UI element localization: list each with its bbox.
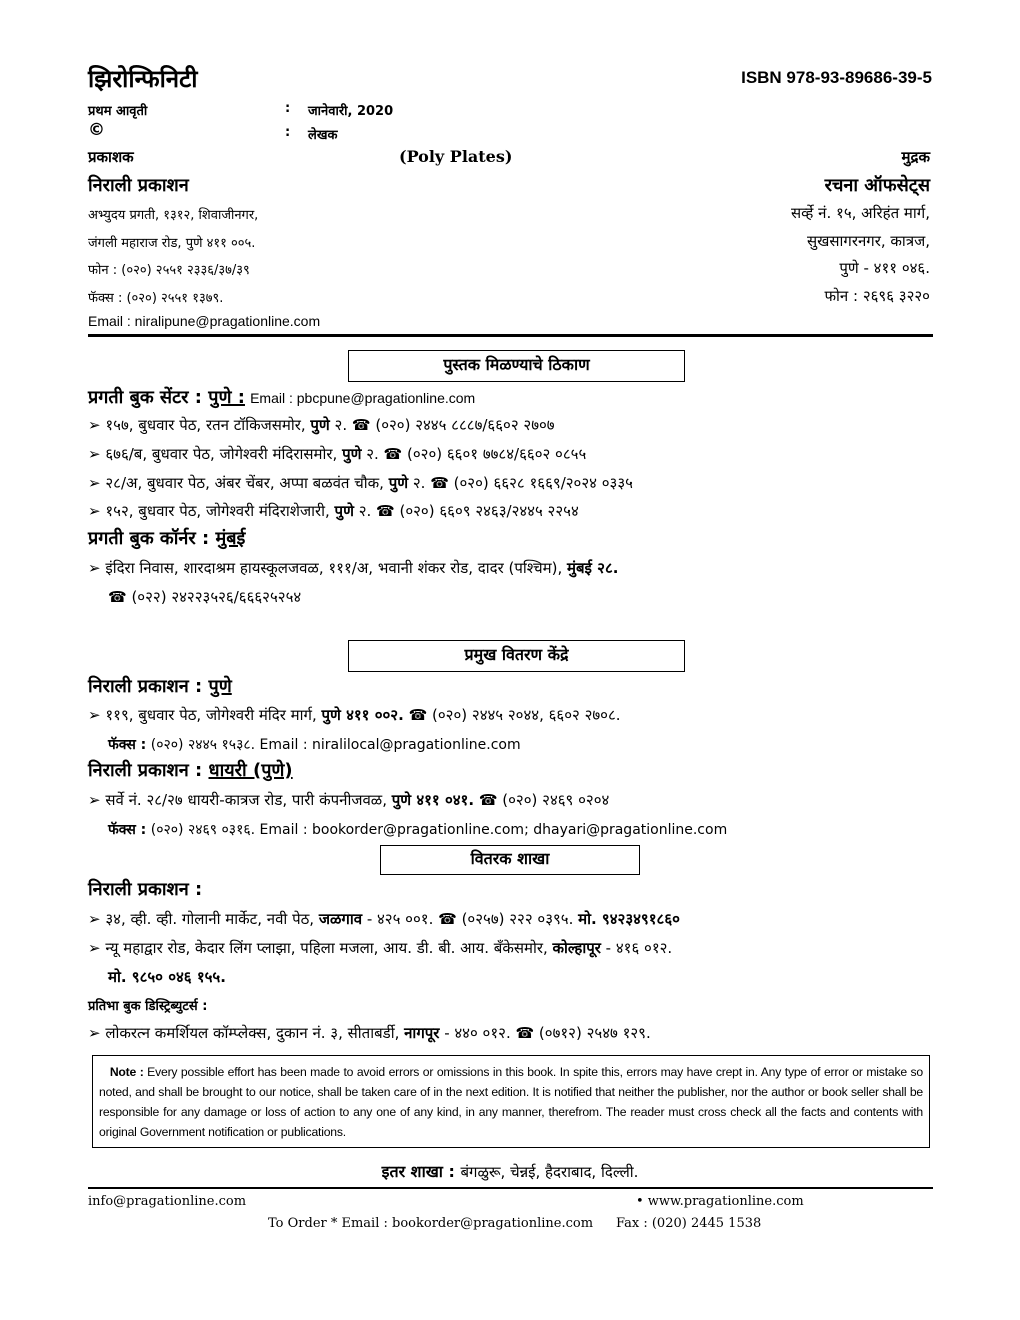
printer-name: रचना ऑफसेट्स: [824, 175, 930, 196]
list-item: ➢ सर्वे नं. २८/२७ धायरी-कात्रज रोड, पारी कंपनीजवळ, पुणे ४११ ०४१. ☎ (०२०) २४६९ ०२०४: [88, 791, 610, 809]
list-item: ➢ ६७६/ब, बुधवार पेठ, जोगेश्वरी मंदिरासमोर, पुणे २. ☎ (०२०) ६६०१ ७७८४/६६०२ ०८५५: [88, 445, 587, 463]
book-center-label: प्रगती बुक सेंटर :: [88, 387, 209, 408]
printer-address-3: पुणे - ४११ ०४६.: [839, 259, 930, 277]
list-item: ➢ लोकरत्न कमर्शियल कॉम्प्लेक्स, दुकान नं. ३, सीताबर्डी, नागपूर - ४४० ०१२. ☎ (०७१२) २५४७ १२९.: [88, 1024, 651, 1042]
footer-order-email[interactable]: To Order * Email : bookorder@pragationline.com: [268, 1216, 594, 1231]
publisher-phone: फोन : (०२०) २५५१ २३३६/३७/३९: [88, 263, 250, 278]
pune-heading: निराली प्रकाशन : पुणे: [88, 676, 232, 697]
list-item: ➢ न्यू महाद्वार रोड, केदार लिंग प्लाझा, पहिला मजला, आय. डी. बी. आय. बँकेसमोर, कोल्हापूर - ४१६ ०१२.: [88, 939, 673, 957]
book-title: झिरोन्फिनिटी: [88, 65, 198, 93]
list-item: ➢ १५७, बुधवार पेठ, रतन टॉकिजसमोर, पुणे २. ☎ (०२०) २४४५ ८८८७/६६०२ २७०७: [88, 416, 555, 434]
list-item: ➢ ११९, बुधवार पेठ, जोगेश्वरी मंदिर मार्ग, पुणे ४११ ००२. ☎ (०२०) २४४५ २०४४, ६६०२ २७०८.: [88, 706, 621, 724]
book-center-city: पुणे :: [208, 387, 245, 408]
footer-email[interactable]: info@pragationline.com: [88, 1194, 247, 1209]
divider: [88, 334, 933, 337]
section-box-distributor-branches: वितरक शाखा: [380, 845, 640, 875]
publisher-label: प्रकाशक: [88, 148, 134, 166]
nirali-heading: निराली प्रकाशन :: [88, 879, 203, 900]
list-item: ➢ २८/अ, बुधवार पेठ, अंबर चेंबर, अप्पा बळवंत चौक, पुणे २. ☎ (०२०) ६६२८ १६६९/२०२४ ०३३५: [88, 474, 633, 492]
footer-fax: Fax : (020) 2445 1538: [616, 1216, 762, 1231]
divider: [88, 1187, 933, 1189]
book-center-email: Email : pbcpune@pragationline.com: [250, 390, 476, 406]
publisher-email: Email : niralipune@pragationline.com: [88, 313, 321, 329]
printer-address-2: सुखसागरनगर, कात्रज,: [806, 232, 930, 250]
book-corner-heading: [88, 526, 245, 550]
publisher-address-2: जंगली महाराज रोड, पुणे ४११ ००५.: [88, 236, 256, 251]
publisher-name: निराली प्रकाशन: [88, 175, 189, 196]
copyright-symbol: ©: [88, 120, 105, 140]
printer-address-1: सर्व्हे नं. १५, अरिहंत मार्ग,: [790, 204, 930, 222]
edition-value: जानेवारी, 2020: [308, 104, 394, 119]
other-branches: इतर शाखा : बंगळुरू, चेन्नई, हैदराबाद, दिल्ली.: [381, 1162, 639, 1181]
list-item: ➢ इंदिरा निवास, शारदाश्रम हायस्कूलजवळ, १११/अ, भवानी शंकर रोड, दादर (पश्चिम), मुंबई २८.: [88, 559, 619, 577]
printer-phone: फोन : २६९६ ३२२०: [824, 287, 930, 305]
book-corner-city: मुंबई: [215, 528, 246, 549]
disclaimer-note: [92, 1055, 930, 1148]
list-item: ➢ १५२, बुधवार पेठ, जोगेश्वरी मंदिराशेजारी, पुणे २. ☎ (०२०) ६६०९ २४६३/२४४५ २२५४: [88, 502, 579, 520]
section-box-distribution-centers: प्रमुख वितरण केंद्रे: [348, 640, 685, 672]
kolhapur-mobile: मो. ९८५० ०४६ १५५.: [108, 968, 226, 986]
publisher-fax: फॅक्स : (०२०) २५५१ १३७९.: [88, 291, 224, 306]
copyright-value: लेखक: [308, 128, 338, 143]
pratibha-heading: प्रतिभा बुक डिस्ट्रिब्युटर्स :: [88, 999, 208, 1014]
list-item: ➢ ३४, व्ही. व्ही. गोलानी मार्केट, नवी पेठ, जळगाव - ४२५ ००१. ☎ (०२५७) २२२ ०३९५. मो. ९४२३४९१८६०: [88, 910, 680, 928]
dhayari-heading: निराली प्रकाशन : धायरी (पुणे): [88, 760, 293, 781]
dhayari-fax: फॅक्स : (०२०) २४६९ ०३१६. Email : bookorder@pragationline.com; dhayari@pragationline.com: [108, 822, 728, 838]
note-text: Every possible effort has been made to avoid errors or omissions in this book. In spite this, errors may have crept in. Any type of error or mistake so noted, and shall be brought to our notice, shall be taken care of in the next edition. It is notified that neither the publisher, nor the author or book seller shall be responsible for any damage or loss of action to any one of any kind, in any manner, therefrom. The reader must cross check all the facts and contents with original Government notification or publications.: [99, 1065, 924, 1139]
plates-note: (Poly Plates): [399, 147, 513, 166]
footer-website[interactable]: • www.pragationline.com: [636, 1194, 804, 1209]
publisher-address-1: अभ्युदय प्रगती, १३१२, शिवाजीनगर,: [88, 208, 259, 223]
note-label: Note :: [109, 1065, 144, 1079]
isbn: ISBN 978-93-89686-39-5: [741, 68, 932, 87]
printer-label: मुद्रक: [901, 148, 930, 166]
colon: :: [285, 101, 291, 116]
section-box-book-outlets: पुस्तक मिळण्याचे ठिकाण: [348, 350, 685, 382]
edition-label: प्रथम आवृती: [88, 104, 148, 119]
book-center-heading: [88, 385, 475, 409]
mumbai-phone: ☎ (०२२) २४२२३५२६/६६६२५२५४: [108, 588, 302, 606]
pune-fax: फॅक्स : (०२०) २४४५ १५३८. Email : niralilocal@pragationline.com: [108, 737, 521, 753]
book-corner-label: प्रगती बुक कॉर्नर :: [88, 528, 216, 549]
colon: :: [285, 125, 291, 140]
